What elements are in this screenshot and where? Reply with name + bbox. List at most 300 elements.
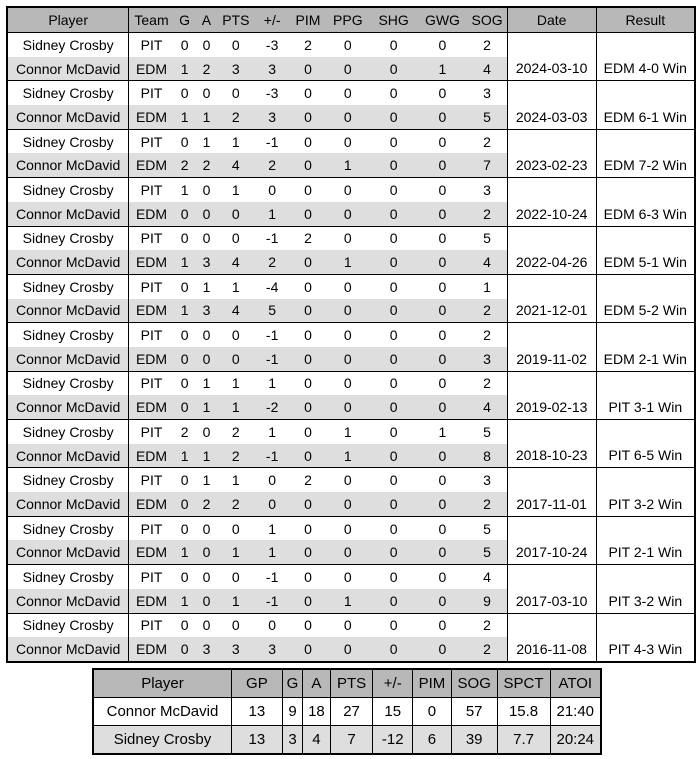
cell-player: Sidney Crosby bbox=[7, 129, 129, 153]
cell-shg: 0 bbox=[370, 299, 418, 323]
cell-pim: 0 bbox=[290, 444, 326, 468]
cell-sog: 2 bbox=[467, 613, 507, 637]
summary-row bbox=[93, 726, 601, 755]
cell-pim: 0 bbox=[290, 178, 326, 202]
cell-player: Connor McDavid bbox=[7, 347, 129, 371]
cell-pts: 0 bbox=[217, 202, 254, 226]
summary-cell-sog: 57 bbox=[451, 698, 497, 726]
summary-header-a: A bbox=[303, 669, 330, 698]
cell-plus-minus: -1 bbox=[254, 589, 290, 613]
cell-team: EDM bbox=[129, 395, 174, 419]
cell-sog: 4 bbox=[467, 395, 507, 419]
cell-pim: 0 bbox=[290, 153, 326, 177]
cell-player: Sidney Crosby bbox=[7, 81, 129, 105]
summary-cell-player: Connor McDavid bbox=[93, 698, 231, 726]
cell-plus-minus: 0 bbox=[254, 492, 290, 516]
cell-g: 1 bbox=[174, 250, 196, 274]
cell-team: EDM bbox=[129, 492, 174, 516]
cell-g: 0 bbox=[174, 637, 196, 662]
cell-gwg: 0 bbox=[418, 323, 468, 347]
game-result: EDM 2-1 Win bbox=[596, 323, 695, 371]
cell-pts: 0 bbox=[217, 347, 254, 371]
game-result: EDM 4-0 Win bbox=[596, 33, 695, 81]
cell-pts: 1 bbox=[217, 274, 254, 298]
cell-player: Sidney Crosby bbox=[7, 226, 129, 250]
cell-team: EDM bbox=[129, 444, 174, 468]
column-header-ppg: PPG bbox=[326, 7, 370, 33]
cell-pim: 2 bbox=[290, 468, 326, 492]
game-row bbox=[7, 129, 695, 153]
cell-team: PIT bbox=[129, 613, 174, 637]
cell-player: Connor McDavid bbox=[7, 540, 129, 564]
cell-a: 0 bbox=[196, 540, 218, 564]
game-result: PIT 4-3 Win bbox=[596, 613, 695, 662]
cell-player: Sidney Crosby bbox=[7, 178, 129, 202]
cell-pim: 0 bbox=[290, 420, 326, 444]
cell-team: EDM bbox=[129, 540, 174, 564]
cell-shg: 0 bbox=[370, 274, 418, 298]
cell-g: 1 bbox=[174, 178, 196, 202]
cell-plus-minus: 1 bbox=[254, 516, 290, 540]
cell-g: 0 bbox=[174, 371, 196, 395]
summary-row bbox=[93, 698, 601, 726]
game-date: 2018-10-23 bbox=[507, 420, 596, 468]
cell-team: PIT bbox=[129, 33, 174, 57]
cell-ppg: 1 bbox=[326, 250, 370, 274]
cell-pts: 2 bbox=[217, 420, 254, 444]
cell-team: EDM bbox=[129, 250, 174, 274]
cell-plus-minus: -4 bbox=[254, 274, 290, 298]
cell-plus-minus: -1 bbox=[254, 323, 290, 347]
cell-plus-minus: -1 bbox=[254, 347, 290, 371]
cell-team: PIT bbox=[129, 565, 174, 589]
game-date: 2017-10-24 bbox=[507, 516, 596, 564]
cell-a: 1 bbox=[196, 468, 218, 492]
game-result: PIT 3-2 Win bbox=[596, 468, 695, 516]
cell-pim: 0 bbox=[290, 589, 326, 613]
game-result: PIT 3-2 Win bbox=[596, 565, 695, 613]
cell-ppg: 0 bbox=[326, 202, 370, 226]
cell-ppg: 0 bbox=[326, 565, 370, 589]
cell-pim: 0 bbox=[290, 105, 326, 129]
cell-g: 1 bbox=[174, 299, 196, 323]
cell-plus-minus: 1 bbox=[254, 540, 290, 564]
cell-plus-minus: 1 bbox=[254, 371, 290, 395]
cell-shg: 0 bbox=[370, 637, 418, 662]
cell-a: 0 bbox=[196, 323, 218, 347]
cell-plus-minus: 1 bbox=[254, 420, 290, 444]
cell-sog: 2 bbox=[467, 492, 507, 516]
cell-pim: 0 bbox=[290, 250, 326, 274]
cell-plus-minus: 1 bbox=[254, 202, 290, 226]
cell-shg: 0 bbox=[370, 468, 418, 492]
cell-sog: 8 bbox=[467, 444, 507, 468]
cell-sog: 2 bbox=[467, 323, 507, 347]
summary-cell-pts: 27 bbox=[330, 698, 373, 726]
cell-a: 2 bbox=[196, 153, 218, 177]
cell-a: 0 bbox=[196, 347, 218, 371]
cell-pts: 0 bbox=[217, 565, 254, 589]
cell-plus-minus: 0 bbox=[254, 613, 290, 637]
cell-shg: 0 bbox=[370, 178, 418, 202]
cell-pts: 0 bbox=[217, 323, 254, 347]
cell-g: 0 bbox=[174, 395, 196, 419]
cell-a: 2 bbox=[196, 57, 218, 81]
cell-pts: 0 bbox=[217, 81, 254, 105]
cell-shg: 0 bbox=[370, 33, 418, 57]
cell-pts: 1 bbox=[217, 395, 254, 419]
cell-gwg: 0 bbox=[418, 540, 468, 564]
cell-ppg: 0 bbox=[326, 57, 370, 81]
column-header-a: A bbox=[196, 7, 218, 33]
cell-sog: 2 bbox=[467, 33, 507, 57]
cell-ppg: 0 bbox=[326, 33, 370, 57]
cell-player: Connor McDavid bbox=[7, 637, 129, 662]
cell-pts: 0 bbox=[217, 613, 254, 637]
game-result: EDM 6-1 Win bbox=[596, 81, 695, 129]
cell-sog: 5 bbox=[467, 540, 507, 564]
summary-cell-spct: 15.8 bbox=[497, 698, 550, 726]
cell-pim: 0 bbox=[290, 274, 326, 298]
cell-shg: 0 bbox=[370, 105, 418, 129]
cell-gwg: 0 bbox=[418, 589, 468, 613]
cell-sog: 2 bbox=[467, 637, 507, 662]
cell-pts: 3 bbox=[217, 57, 254, 81]
cell-team: PIT bbox=[129, 516, 174, 540]
cell-player: Connor McDavid bbox=[7, 395, 129, 419]
cell-g: 2 bbox=[174, 153, 196, 177]
cell-ppg: 1 bbox=[326, 589, 370, 613]
cell-pts: 0 bbox=[217, 516, 254, 540]
cell-team: PIT bbox=[129, 81, 174, 105]
cell-pts: 1 bbox=[217, 129, 254, 153]
cell-gwg: 0 bbox=[418, 250, 468, 274]
cell-g: 0 bbox=[174, 347, 196, 371]
cell-g: 1 bbox=[174, 57, 196, 81]
cell-gwg: 0 bbox=[418, 347, 468, 371]
cell-gwg: 0 bbox=[418, 81, 468, 105]
cell-pts: 2 bbox=[217, 444, 254, 468]
summary-header-spct: SPCT bbox=[497, 669, 550, 698]
cell-team: EDM bbox=[129, 57, 174, 81]
cell-g: 1 bbox=[174, 444, 196, 468]
cell-player: Sidney Crosby bbox=[7, 274, 129, 298]
cell-a: 1 bbox=[196, 371, 218, 395]
cell-gwg: 0 bbox=[418, 178, 468, 202]
cell-shg: 0 bbox=[370, 250, 418, 274]
cell-gwg: 0 bbox=[418, 105, 468, 129]
cell-sog: 2 bbox=[467, 299, 507, 323]
cell-pim: 0 bbox=[290, 323, 326, 347]
game-result: EDM 6-3 Win bbox=[596, 178, 695, 226]
cell-player: Connor McDavid bbox=[7, 202, 129, 226]
cell-pim: 0 bbox=[290, 540, 326, 564]
cell-shg: 0 bbox=[370, 129, 418, 153]
cell-team: PIT bbox=[129, 323, 174, 347]
cell-pts: 3 bbox=[217, 637, 254, 662]
cell-a: 3 bbox=[196, 299, 218, 323]
cell-shg: 0 bbox=[370, 395, 418, 419]
cell-sog: 2 bbox=[467, 371, 507, 395]
cell-plus-minus: -1 bbox=[254, 444, 290, 468]
cell-sog: 3 bbox=[467, 468, 507, 492]
column-header-player: Player bbox=[7, 7, 129, 33]
game-row bbox=[7, 516, 695, 540]
cell-a: 0 bbox=[196, 565, 218, 589]
summary-cell-spct: 7.7 bbox=[497, 726, 550, 755]
cell-shg: 0 bbox=[370, 153, 418, 177]
cell-pts: 1 bbox=[217, 178, 254, 202]
cell-pts: 1 bbox=[217, 540, 254, 564]
cell-team: EDM bbox=[129, 637, 174, 662]
column-header-gwg: GWG bbox=[418, 7, 468, 33]
cell-g: 2 bbox=[174, 420, 196, 444]
cell-ppg: 0 bbox=[326, 540, 370, 564]
column-header-team: Team bbox=[129, 7, 174, 33]
cell-a: 0 bbox=[196, 81, 218, 105]
cell-pim: 2 bbox=[290, 226, 326, 250]
cell-a: 0 bbox=[196, 516, 218, 540]
cell-g: 0 bbox=[174, 274, 196, 298]
cell-shg: 0 bbox=[370, 540, 418, 564]
game-row bbox=[7, 274, 695, 298]
column-header-result: Result bbox=[596, 7, 695, 33]
cell-pim: 0 bbox=[290, 129, 326, 153]
cell-gwg: 0 bbox=[418, 565, 468, 589]
column-header-shg: SHG bbox=[370, 7, 418, 33]
cell-sog: 3 bbox=[467, 81, 507, 105]
cell-ppg: 0 bbox=[326, 613, 370, 637]
cell-sog: 5 bbox=[467, 105, 507, 129]
cell-g: 0 bbox=[174, 226, 196, 250]
summary-cell-plus-minus: -12 bbox=[373, 726, 413, 755]
cell-shg: 0 bbox=[370, 347, 418, 371]
game-date: 2017-11-01 bbox=[507, 468, 596, 516]
cell-pim: 2 bbox=[290, 33, 326, 57]
game-log-table bbox=[6, 6, 696, 663]
cell-player: Sidney Crosby bbox=[7, 565, 129, 589]
cell-team: PIT bbox=[129, 178, 174, 202]
cell-ppg: 0 bbox=[326, 81, 370, 105]
cell-player: Connor McDavid bbox=[7, 299, 129, 323]
cell-a: 1 bbox=[196, 274, 218, 298]
cell-pim: 0 bbox=[290, 613, 326, 637]
cell-plus-minus: -3 bbox=[254, 81, 290, 105]
summary-cell-sog: 39 bbox=[451, 726, 497, 755]
cell-pts: 0 bbox=[217, 226, 254, 250]
cell-plus-minus: 0 bbox=[254, 468, 290, 492]
cell-ppg: 1 bbox=[326, 420, 370, 444]
cell-gwg: 0 bbox=[418, 153, 468, 177]
cell-team: EDM bbox=[129, 105, 174, 129]
cell-a: 0 bbox=[196, 33, 218, 57]
cell-plus-minus: -1 bbox=[254, 565, 290, 589]
cell-pts: 0 bbox=[217, 33, 254, 57]
game-row bbox=[7, 420, 695, 444]
cell-team: EDM bbox=[129, 347, 174, 371]
cell-player: Sidney Crosby bbox=[7, 613, 129, 637]
cell-player: Sidney Crosby bbox=[7, 371, 129, 395]
cell-g: 1 bbox=[174, 105, 196, 129]
summary-cell-a: 4 bbox=[303, 726, 330, 755]
cell-pts: 2 bbox=[217, 492, 254, 516]
column-header-pts: PTS bbox=[217, 7, 254, 33]
cell-a: 2 bbox=[196, 492, 218, 516]
cell-gwg: 0 bbox=[418, 274, 468, 298]
summary-cell-g: 9 bbox=[282, 698, 302, 726]
summary-header-player: Player bbox=[93, 669, 231, 698]
cell-ppg: 0 bbox=[326, 468, 370, 492]
cell-gwg: 0 bbox=[418, 468, 468, 492]
cell-pim: 0 bbox=[290, 516, 326, 540]
cell-g: 0 bbox=[174, 81, 196, 105]
cell-plus-minus: 3 bbox=[254, 637, 290, 662]
cell-team: EDM bbox=[129, 589, 174, 613]
game-date: 2021-12-01 bbox=[507, 274, 596, 322]
cell-team: PIT bbox=[129, 274, 174, 298]
cell-sog: 2 bbox=[467, 129, 507, 153]
cell-shg: 0 bbox=[370, 371, 418, 395]
cell-ppg: 0 bbox=[326, 492, 370, 516]
game-date: 2023-02-23 bbox=[507, 129, 596, 177]
cell-gwg: 0 bbox=[418, 202, 468, 226]
cell-shg: 0 bbox=[370, 226, 418, 250]
game-date: 2022-10-24 bbox=[507, 178, 596, 226]
game-date: 2024-03-03 bbox=[507, 81, 596, 129]
cell-player: Sidney Crosby bbox=[7, 33, 129, 57]
cell-sog: 4 bbox=[467, 57, 507, 81]
cell-g: 1 bbox=[174, 540, 196, 564]
cell-plus-minus: -3 bbox=[254, 33, 290, 57]
game-result: EDM 5-1 Win bbox=[596, 226, 695, 274]
cell-plus-minus: 0 bbox=[254, 178, 290, 202]
cell-ppg: 0 bbox=[326, 129, 370, 153]
summary-table bbox=[92, 668, 602, 755]
cell-sog: 3 bbox=[467, 178, 507, 202]
cell-player: Connor McDavid bbox=[7, 589, 129, 613]
column-header-plus-minus: +/- bbox=[254, 7, 290, 33]
cell-pim: 0 bbox=[290, 565, 326, 589]
cell-sog: 2 bbox=[467, 202, 507, 226]
cell-a: 1 bbox=[196, 395, 218, 419]
summary-header-atoi: ATOI bbox=[550, 669, 601, 698]
game-row bbox=[7, 226, 695, 250]
cell-gwg: 1 bbox=[418, 57, 468, 81]
cell-a: 0 bbox=[196, 226, 218, 250]
cell-g: 0 bbox=[174, 202, 196, 226]
cell-plus-minus: 3 bbox=[254, 105, 290, 129]
cell-team: EDM bbox=[129, 202, 174, 226]
cell-pim: 0 bbox=[290, 637, 326, 662]
summary-cell-g: 3 bbox=[282, 726, 302, 755]
cell-gwg: 0 bbox=[418, 637, 468, 662]
cell-plus-minus: 3 bbox=[254, 57, 290, 81]
cell-gwg: 0 bbox=[418, 33, 468, 57]
cell-pts: 1 bbox=[217, 371, 254, 395]
cell-pts: 4 bbox=[217, 250, 254, 274]
game-row bbox=[7, 371, 695, 395]
game-date: 2017-03-10 bbox=[507, 565, 596, 613]
cell-team: PIT bbox=[129, 468, 174, 492]
cell-team: EDM bbox=[129, 299, 174, 323]
column-header-pim: PIM bbox=[290, 7, 326, 33]
summary-header-pts: PTS bbox=[330, 669, 373, 698]
cell-team: PIT bbox=[129, 371, 174, 395]
summary-header-g: G bbox=[282, 669, 302, 698]
cell-ppg: 0 bbox=[326, 178, 370, 202]
cell-sog: 9 bbox=[467, 589, 507, 613]
summary-cell-atoi: 21:40 bbox=[550, 698, 601, 726]
game-result: EDM 7-2 Win bbox=[596, 129, 695, 177]
cell-player: Connor McDavid bbox=[7, 105, 129, 129]
cell-gwg: 0 bbox=[418, 129, 468, 153]
cell-sog: 5 bbox=[467, 226, 507, 250]
cell-pim: 0 bbox=[290, 347, 326, 371]
game-date: 2024-03-10 bbox=[507, 33, 596, 81]
cell-shg: 0 bbox=[370, 565, 418, 589]
cell-a: 3 bbox=[196, 637, 218, 662]
cell-ppg: 1 bbox=[326, 153, 370, 177]
game-date: 2016-11-08 bbox=[507, 613, 596, 662]
cell-shg: 0 bbox=[370, 444, 418, 468]
cell-ppg: 0 bbox=[326, 323, 370, 347]
cell-a: 1 bbox=[196, 444, 218, 468]
cell-player: Sidney Crosby bbox=[7, 420, 129, 444]
game-row bbox=[7, 178, 695, 202]
cell-plus-minus: 5 bbox=[254, 299, 290, 323]
cell-ppg: 0 bbox=[326, 105, 370, 129]
cell-shg: 0 bbox=[370, 81, 418, 105]
cell-shg: 0 bbox=[370, 613, 418, 637]
cell-sog: 1 bbox=[467, 274, 507, 298]
cell-ppg: 1 bbox=[326, 444, 370, 468]
game-result: PIT 6-5 Win bbox=[596, 420, 695, 468]
cell-pts: 1 bbox=[217, 589, 254, 613]
cell-ppg: 0 bbox=[326, 299, 370, 323]
cell-a: 3 bbox=[196, 250, 218, 274]
cell-a: 0 bbox=[196, 420, 218, 444]
cell-pts: 4 bbox=[217, 153, 254, 177]
cell-sog: 7 bbox=[467, 153, 507, 177]
game-date: 2019-02-13 bbox=[507, 371, 596, 419]
summary-header-plus-minus: +/- bbox=[373, 669, 413, 698]
cell-a: 0 bbox=[196, 589, 218, 613]
cell-a: 0 bbox=[196, 202, 218, 226]
cell-player: Sidney Crosby bbox=[7, 468, 129, 492]
cell-player: Connor McDavid bbox=[7, 492, 129, 516]
cell-sog: 3 bbox=[467, 347, 507, 371]
cell-shg: 0 bbox=[370, 492, 418, 516]
cell-g: 1 bbox=[174, 589, 196, 613]
summary-cell-player: Sidney Crosby bbox=[93, 726, 231, 755]
cell-gwg: 0 bbox=[418, 371, 468, 395]
game-row bbox=[7, 323, 695, 347]
game-log-body bbox=[7, 33, 695, 662]
cell-a: 0 bbox=[196, 613, 218, 637]
cell-a: 1 bbox=[196, 105, 218, 129]
cell-gwg: 0 bbox=[418, 226, 468, 250]
summary-cell-atoi: 20:24 bbox=[550, 726, 601, 755]
cell-gwg: 0 bbox=[418, 444, 468, 468]
game-row bbox=[7, 565, 695, 589]
summary-cell-gp: 13 bbox=[231, 698, 282, 726]
cell-gwg: 0 bbox=[418, 613, 468, 637]
summary-header-row bbox=[93, 669, 601, 698]
cell-g: 0 bbox=[174, 33, 196, 57]
summary-cell-pim: 6 bbox=[413, 726, 452, 755]
cell-sog: 5 bbox=[467, 516, 507, 540]
cell-player: Sidney Crosby bbox=[7, 323, 129, 347]
